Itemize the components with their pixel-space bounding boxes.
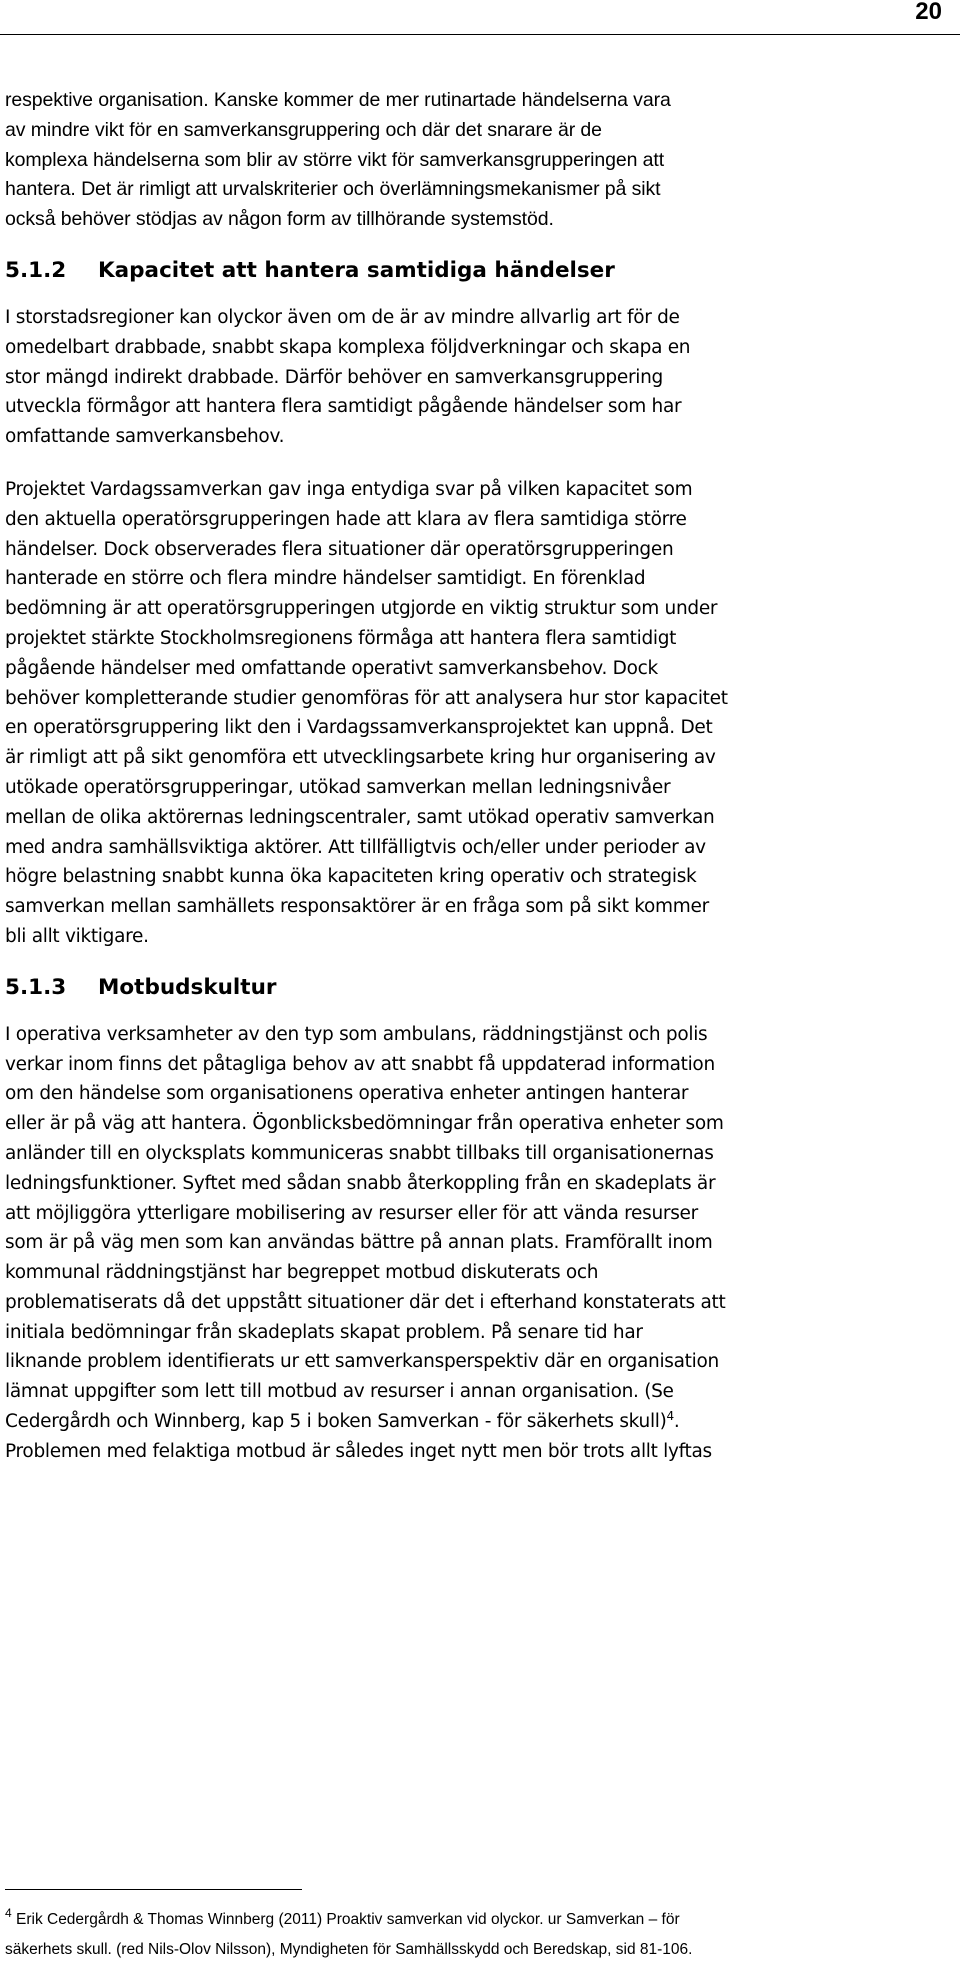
header-rule xyxy=(0,34,960,35)
citation-text: Cedergårdh och Winnberg, kap 5 i boken Samverkan - för säkerhets skull) xyxy=(5,1411,667,1433)
text-line: hanterade en större och flera mindre händelser samtidigt. En förenklad xyxy=(5,568,646,590)
text-line: att möjliggöra ytterligare mobilisering av resurser eller för att vända resurser xyxy=(5,1202,698,1224)
section-5-1-3-paragraph xyxy=(5,1020,935,1467)
text-line: är rimligt att på sikt genomföra ett utvecklingsarbete kring hur organisering av xyxy=(5,747,716,769)
text-line: den aktuella operatörsgrupperingen hade att klara av flera samtidiga större xyxy=(5,508,687,530)
footnote-line-2: säkerhets skull. (red Nils-Olov Nilsson), Myndigheten för Samhällsskydd och Beredskap, sid 81-106. xyxy=(5,1941,693,1958)
text-line: Problemen med felaktiga motbud är således inget nytt men bör trots allt lyftas xyxy=(5,1440,712,1462)
footnote-line-1 xyxy=(5,1905,692,1935)
citation-line xyxy=(5,1407,935,1437)
text-line: omfattande samverkansbehov. xyxy=(5,426,285,448)
section-5-1-2-paragraph-2 xyxy=(5,475,935,952)
text-line: högre belastning snabbt kunna öka kapaciteten kring operativ och strategisk xyxy=(5,866,697,888)
text-line: pågående händelser med omfattande operativt samverkansbehov. Dock xyxy=(5,657,658,679)
section-number: 5.1.3 xyxy=(5,974,67,1000)
text-line: händelser. Dock observerades flera situationer där operatörsgrupperingen xyxy=(5,538,674,560)
text-line: stor mängd indirekt drabbade. Därför behöver en samverkansgruppering xyxy=(5,366,663,388)
text-line: som är på väg men som kan användas bättre på annan plats. Framförallt inom xyxy=(5,1232,713,1254)
section-title: Kapacitet att hantera samtidiga händelser xyxy=(98,257,615,283)
text-line: mellan de olika aktörernas ledningscentraler, samt utökad operativ samverkan xyxy=(5,806,715,828)
footnote-separator xyxy=(5,1889,302,1890)
text-line: liknande problem identifierats ur ett samverkansperspektiv där en organisation xyxy=(5,1351,719,1373)
section-title: Motbudskultur xyxy=(98,974,277,1000)
text-line: I operativa verksamheter av den typ som ambulans, räddningstjänst och polis xyxy=(5,1023,708,1045)
text-line: anländer till en olycksplats kommuniceras snabbt tillbaks till organisationernas xyxy=(5,1142,714,1164)
text-line: lämnat uppgifter som lett till motbud av resurser i annan organisation. (Se xyxy=(5,1381,674,1403)
text-line: problematiserats då det uppstått situationer där det i efterhand konstaterats att xyxy=(5,1291,726,1313)
footnote-text: Erik Cedergårdh & Thomas Winnberg (2011) Proaktiv samverkan vid olyckor. ur Samverkan – för xyxy=(11,1911,680,1928)
section-heading-5-1-2 xyxy=(5,257,935,285)
text-line: Projektet Vardagssamverkan gav inga entydiga svar på vilken kapacitet som xyxy=(5,478,693,500)
citation-tail: . xyxy=(673,1411,680,1433)
text-line: med andra samhällsviktiga aktörer. Att tillfälligtvis och/eller under perioder av xyxy=(5,836,706,858)
footnote-reference[interactable]: 4 xyxy=(666,1409,674,1424)
paragraph-gap xyxy=(5,452,935,475)
text-line: bli allt viktigare. xyxy=(5,925,149,947)
text-line: eller är på väg att hantera. Ögonblicksbedömningar från operativa enheter som xyxy=(5,1113,724,1135)
text-line: omedelbart drabbade, snabbt skapa komplexa följdverkningar och skapa en xyxy=(5,336,691,358)
text-line: behöver kompletterande studier genomföras för att analysera hur stor kapacitet xyxy=(5,687,728,709)
text-line: verkar inom finns det påtagliga behov av att snabbt få uppdaterad information xyxy=(5,1053,715,1075)
text-line: bedömning är att operatörsgrupperingen utgjorde en viktig struktur som under xyxy=(5,598,718,620)
text-line: om den händelse som organisationens operativa enheter antingen hanterar xyxy=(5,1083,689,1105)
section-heading-5-1-3 xyxy=(5,974,935,1002)
text-line: komplexa händelserna som blir av större vikt för samverkansgrupperingen att xyxy=(5,148,665,171)
text-line: utveckla förmågor att hantera flera samtidigt pågående händelser som har xyxy=(5,396,682,418)
footnote xyxy=(5,1905,692,1965)
text-line: också behöver stödjas av någon form av tillhörande systemstöd. xyxy=(5,208,554,231)
section-5-1-2-paragraph-1 xyxy=(5,303,935,452)
text-line: kommunal räddningstjänst har begreppet motbud diskuterats och xyxy=(5,1262,599,1284)
text-line: I storstadsregioner kan olyckor även om de är av mindre allvarlig art för de xyxy=(5,306,680,328)
page-number: 20 xyxy=(915,0,942,25)
section-number: 5.1.2 xyxy=(5,257,67,283)
text-line: respektive organisation. Kanske kommer de mer rutinartade händelserna vara xyxy=(5,89,671,111)
page-content xyxy=(5,86,935,1467)
text-line: hantera. Det är rimligt att urvalskriterier och överlämningsmekanismer på sikt xyxy=(5,178,661,201)
intro-paragraph xyxy=(5,86,935,235)
text-line: en operatörsgruppering likt den i Vardagssamverkansprojektet kan uppnå. Det xyxy=(5,717,713,739)
text-line: utökade operatörsgrupperingar, utökad samverkan mellan ledningsnivåer xyxy=(5,776,671,798)
text-line: ledningsfunktioner. Syftet med sådan snabb återkoppling från en skadeplats är xyxy=(5,1172,716,1194)
text-line: av mindre vikt för en samverkansgruppering och där det snarare är de xyxy=(5,118,602,141)
text-line: projektet stärkte Stockholmsregionens förmåga att hantera flera samtidigt xyxy=(5,627,677,649)
text-line: samverkan mellan samhällets responsaktörer är en fråga som på sikt kommer xyxy=(5,896,709,918)
footnote-marker: 4 xyxy=(5,1906,12,1920)
text-line: initiala bedömningar från skadeplats skapat problem. På senare tid har xyxy=(5,1321,643,1343)
